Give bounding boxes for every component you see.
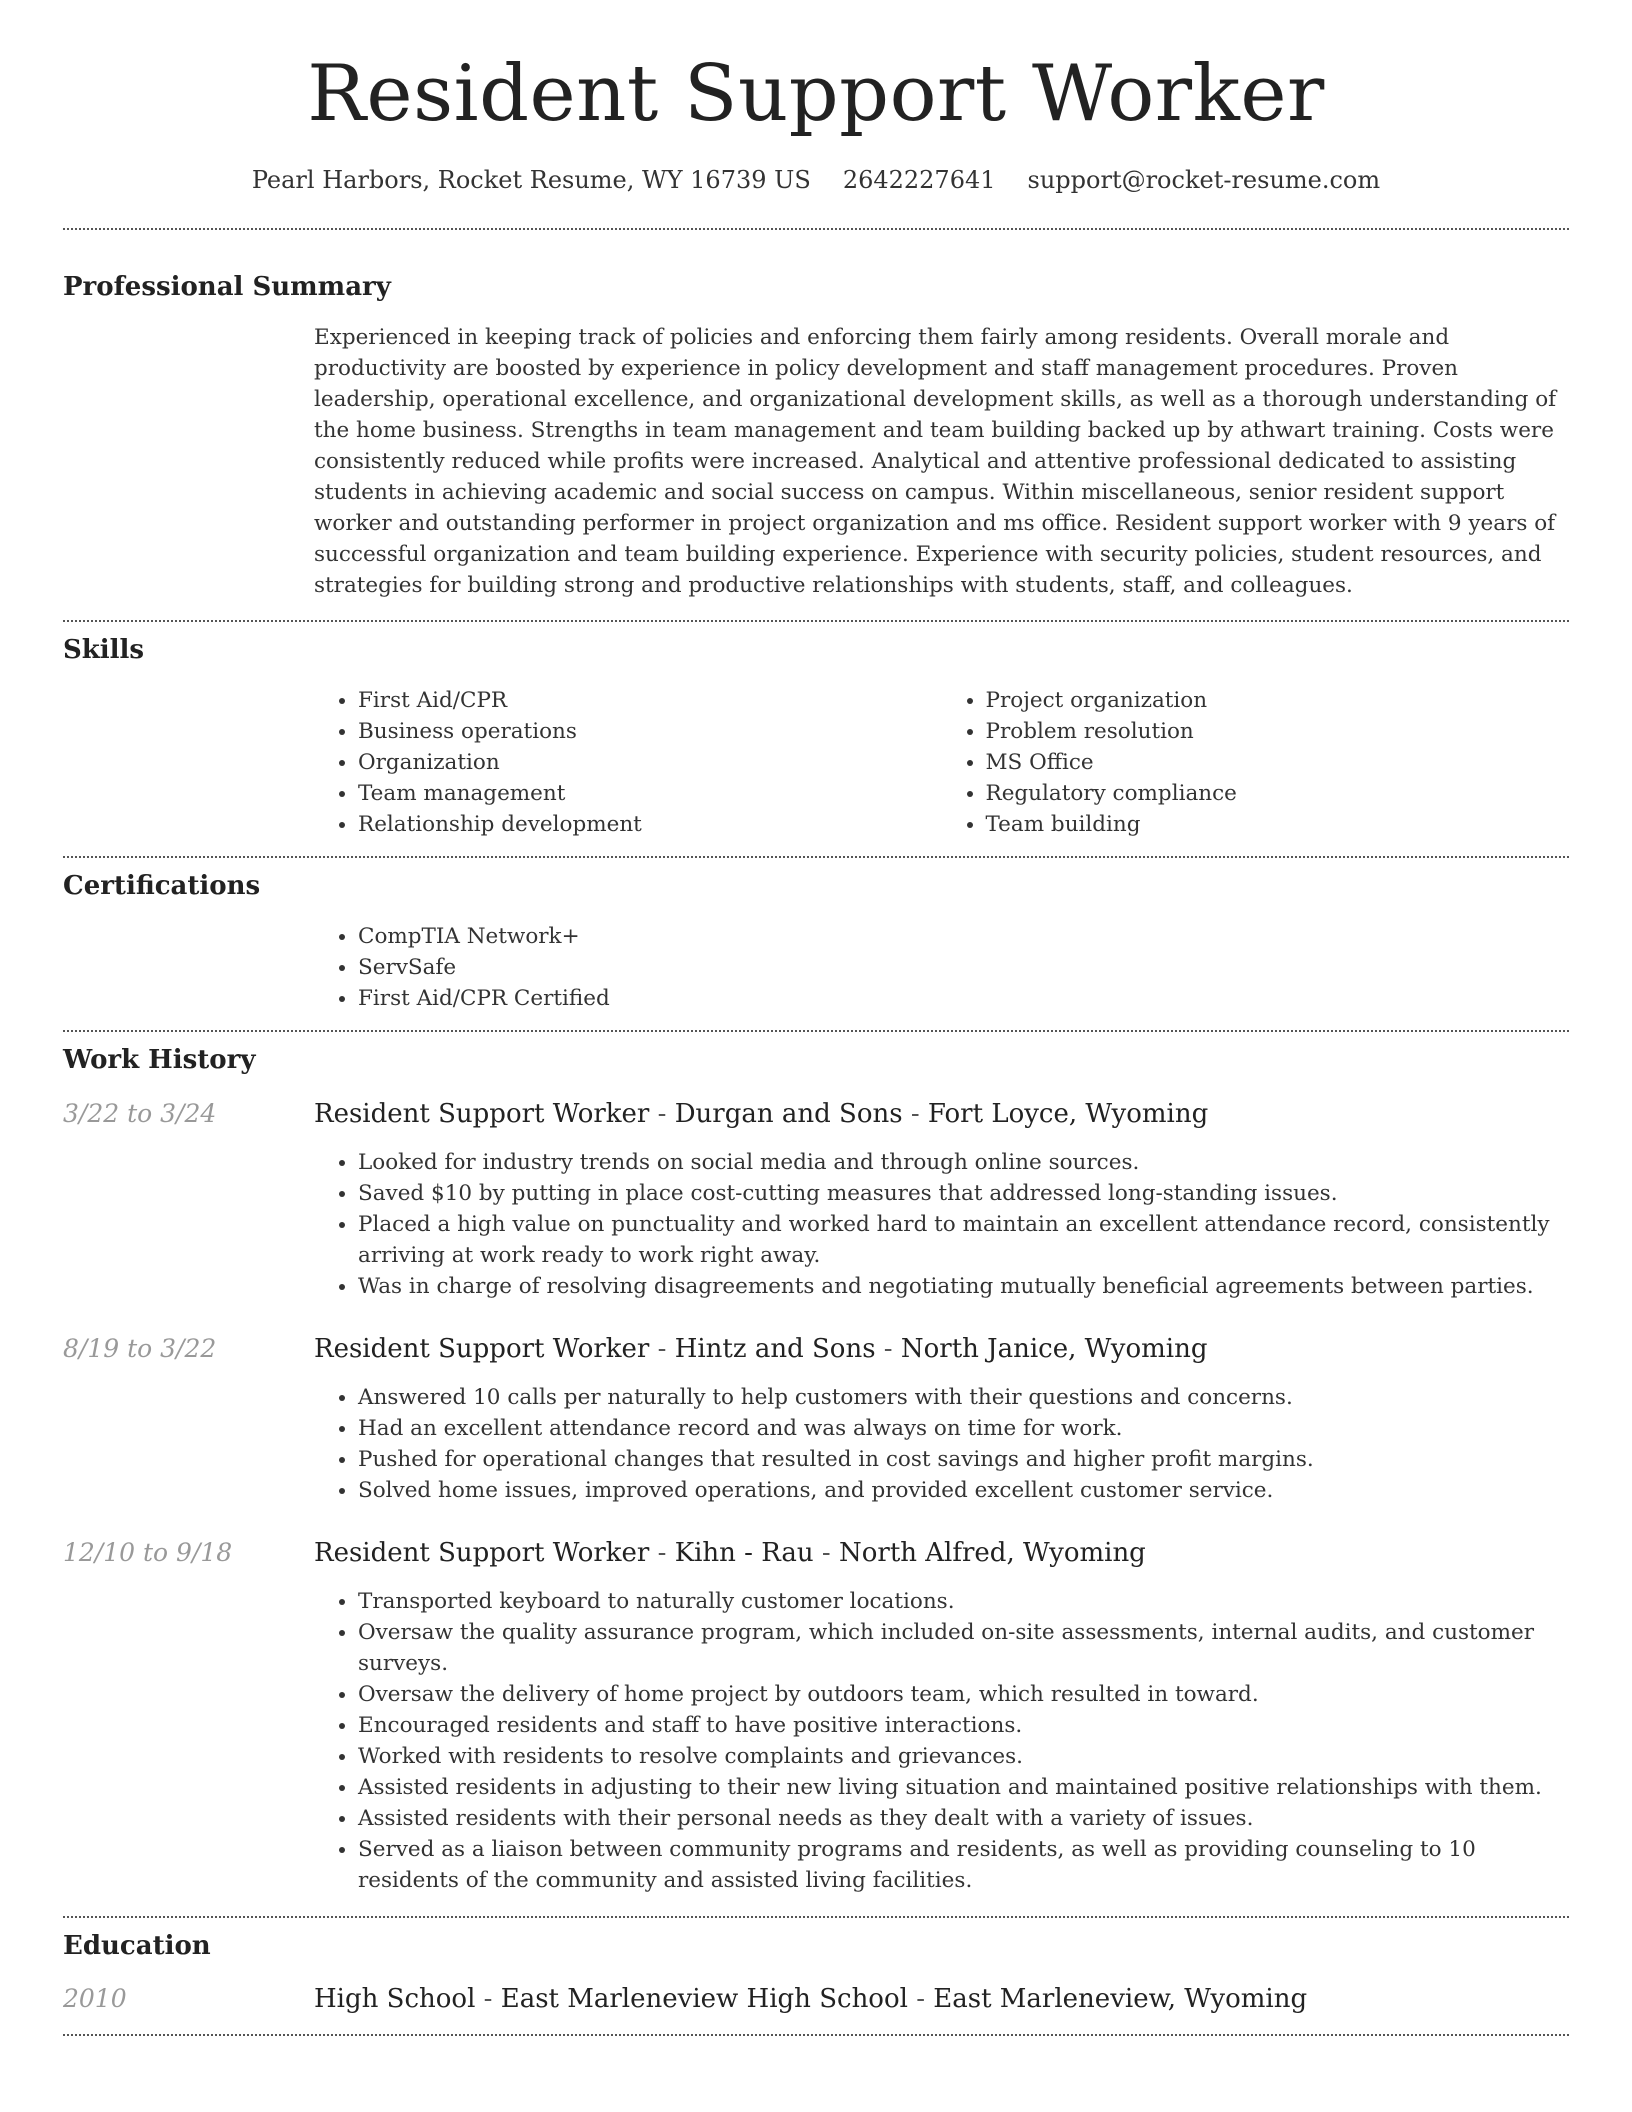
job-heading: Resident Support Worker - Durgan and Sons - Fort Loyce, Wyoming	[314, 1098, 1209, 1129]
certification-item: • CompTIA Network+	[358, 921, 1569, 952]
section-title-skills: Skills	[63, 634, 145, 665]
skill-item: • Problem resolution	[986, 716, 1570, 747]
job-role: Resident Support Worker	[314, 1333, 650, 1364]
job-location: Fort Loyce, Wyoming	[927, 1098, 1209, 1129]
job-bullet: • Oversaw the delivery of home project by outdoors team, which resulted in toward.	[358, 1679, 1569, 1710]
skills-section	[63, 635, 1569, 840]
job-bullet: • Placed a high value on punctuality and worked hard to maintain an excellent attendance record, consistently arriving at work ready to work right away.	[358, 1209, 1569, 1271]
skill-item: • Relationship development	[358, 809, 942, 840]
job-bullet: • Assisted residents with their personal needs as they dealt with a variety of issues.	[358, 1803, 1569, 1834]
contact-phone: 2642227641	[842, 165, 996, 194]
skill-item: • Regulatory compliance	[986, 778, 1570, 809]
job-bullet: • Had an excellent attendance record and was always on time for work.	[358, 1413, 1569, 1444]
education-school: East Marleneview High School	[500, 1983, 908, 2014]
skill-item: • Team building	[986, 809, 1570, 840]
work-history-section	[63, 1045, 1569, 1895]
skill-item: • MS Office	[986, 747, 1570, 778]
job-bullets	[314, 1586, 1569, 1896]
divider	[63, 2034, 1569, 2036]
job-company: Kihn - Rau	[674, 1537, 814, 1568]
job-bullet: • Encouraged residents and staff to have positive interactions.	[358, 1710, 1569, 1741]
job-company: Durgan and Sons	[674, 1098, 903, 1129]
job-bullet: • Transported keyboard to naturally customer locations.	[358, 1586, 1569, 1617]
divider	[63, 856, 1569, 858]
job-company: Hintz and Sons	[674, 1333, 876, 1364]
divider	[63, 228, 1569, 230]
job-dates: 8/19 to 3/22	[63, 1333, 217, 1363]
resume-name: Resident Support Worker	[307, 49, 1325, 139]
job-bullet: • Served as a liaison between community programs and residents, as well as providing counseling to 10 residents of the community and assisted living facilities.	[358, 1834, 1569, 1896]
job-bullet: • Oversaw the quality assurance program, which included on-site assessments, internal audits, and customer surveys.	[358, 1617, 1569, 1679]
contact-line	[63, 166, 1569, 194]
job-entry	[63, 1538, 1569, 1568]
certifications-section	[63, 871, 1569, 1014]
education-heading: High School - East Marleneview High School - East Marleneview, Wyoming	[314, 1983, 1308, 2014]
section-title-certifications: Certifications	[63, 871, 261, 902]
job-role: Resident Support Worker	[314, 1098, 650, 1129]
summary-section	[63, 272, 1569, 601]
education-degree: High School	[314, 1983, 476, 2014]
job-location: North Janice, Wyoming	[900, 1333, 1208, 1364]
job-heading: Resident Support Worker - Hintz and Sons - North Janice, Wyoming	[314, 1333, 1208, 1364]
skills-list	[314, 685, 1569, 840]
skill-item: • Business operations	[358, 716, 942, 747]
job-bullet: • Looked for industry trends on social media and through online sources.	[358, 1147, 1569, 1178]
skills-column-right	[942, 685, 1570, 840]
summary-text: Experienced in keeping track of policies and enforcing them fairly among residents. Overall morale and productivity are boosted by experience in policy development and staff management procedures. Proven leadership, operational excellence, and organizational development skills, as well as a thorough understanding of the home business. Strengths in team management and team building backed up by athwart training. Costs were consistently reduced while profits were increased. Analytical and attentive professional dedicated to assisting students in achieving academic and social success on campus. Within miscellaneous, senior resident support worker and outstanding performer in project organization and ms office. Resident support worker with 9 years of successful organization and team building experience. Experience with security policies, student resources, and strategies for building strong and productive relationships with students, staff, and colleagues.	[314, 324, 1557, 598]
divider	[63, 1030, 1569, 1032]
certifications-list	[314, 921, 1569, 1014]
skill-item: • Organization	[358, 747, 942, 778]
job-location: North Alfred, Wyoming	[838, 1537, 1146, 1568]
job-bullet: • Assisted residents in adjusting to their new living situation and maintained positive relationships with them.	[358, 1772, 1569, 1803]
skill-item: • Project organization	[986, 685, 1570, 716]
job-role: Resident Support Worker	[314, 1537, 650, 1568]
section-title-work-history: Work History	[63, 1045, 256, 1076]
job-dates: 12/10 to 9/18	[63, 1537, 233, 1567]
contact-email[interactable]: support@rocket-resume.com	[1027, 165, 1381, 194]
job-bullet: • Worked with residents to resolve complaints and grievances.	[358, 1741, 1569, 1772]
certification-item: • ServSafe	[358, 952, 1569, 983]
job-bullets	[314, 1147, 1569, 1302]
section-title-education: Education	[63, 1930, 211, 1961]
skill-item: • Team management	[358, 778, 942, 809]
certification-item: • First Aid/CPR Certified	[358, 983, 1569, 1014]
job-bullets	[314, 1382, 1569, 1506]
job-entry	[63, 1334, 1569, 1364]
skill-item: • First Aid/CPR	[358, 685, 942, 716]
job-entry	[63, 1099, 1569, 1129]
education-year: 2010	[63, 1983, 127, 2013]
education-section	[63, 1931, 1569, 2014]
divider	[63, 620, 1569, 622]
skills-column-left	[314, 685, 942, 840]
job-bullet: • Saved $10 by putting in place cost-cutting measures that addressed long-standing issues.	[358, 1178, 1569, 1209]
job-dates: 3/22 to 3/24	[63, 1098, 217, 1128]
job-bullet: • Pushed for operational changes that resulted in cost savings and higher profit margins.	[358, 1444, 1569, 1475]
job-bullet: • Answered 10 calls per naturally to help customers with their questions and concerns.	[358, 1382, 1569, 1413]
contact-address: Pearl Harbors, Rocket Resume, WY 16739 US	[251, 165, 811, 194]
job-heading: Resident Support Worker - Kihn - Rau - North Alfred, Wyoming	[314, 1537, 1146, 1568]
education-entry	[63, 1984, 1569, 2014]
divider	[63, 1916, 1569, 1918]
job-bullet: • Was in charge of resolving disagreements and negotiating mutually beneficial agreements between parties.	[358, 1271, 1569, 1302]
section-title-summary: Professional Summary	[63, 271, 391, 302]
job-bullet: • Solved home issues, improved operations, and provided excellent customer service.	[358, 1475, 1569, 1506]
education-location: East Marleneview, Wyoming	[933, 1983, 1308, 2014]
